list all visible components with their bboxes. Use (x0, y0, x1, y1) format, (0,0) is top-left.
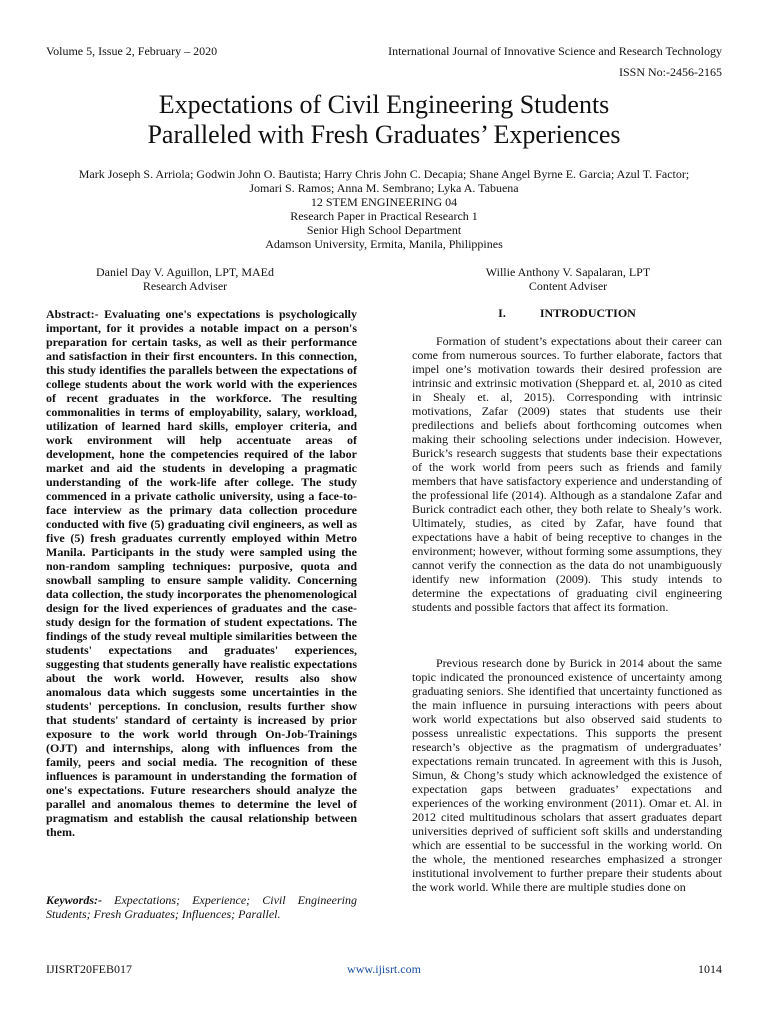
introduction-heading (412, 306, 722, 320)
footer-page-number: 1014 (698, 962, 722, 976)
footer-website (0, 962, 768, 976)
keywords-text: Expectations; Experience; Civil Engineering Students; Fresh Graduates; Influences; Parallel. (46, 893, 358, 921)
content-adviser-name: Willie Anthony V. Sapalaran, LPT (485, 265, 651, 279)
abstract-text: Evaluating one's expectations is psychologically important, for it provides a notable impact on a person's preparation for certain tasks, as well as their performance and satisfaction in their first encounters. In this connection, this study identifies the parallels between the expectations of college students about the work world with the experiences of recent graduates in the workforce. The resulting commonalities in terms of employability, salary, workload, utilization of learned hard skills, employer criteria, and work environment will help accentuate areas of development, hone the competencies required of the labor market and aid the students in developing a pragmatic understanding of the work-life after college. The study commenced in a private catholic university, using a face-to-face interview as the primary data collection procedure conducted with five (5) graduating civil engineers, as well as five (5) fresh graduates currently employed within Metro Manila. Participants in the study were sampled using the non-random sampling techniques: purposive, quota and snowball sampling to ensure sample validity. Concerning data collection, the study incorporates the phenomenological design for the lived experiences of graduates and the case-study design for the formation of student expectations. The findings of the study reveal multiple similarities between the students' expectations and graduates' experiences, suggesting that students generally have realistic expectations about the work world. However, results also show anomalous data which suggests some uncertainties in the students' perceptions. In conclusion, results further show that students' standard of certainty is increased by prior exposure to the work world through On-Job-Trainings (OJT) and internships, along with influences from the family, peers and social media. The recognition of these influences is paramount in understanding the formation of one's expectations. Future researchers should analyze the parallel and anomalous themes to determine the level of pragmatism and establish the causal relationship between them. (46, 307, 358, 839)
section-number: I. (498, 306, 506, 320)
journal-issn: ISSN No:-2456-2165 (618, 65, 722, 79)
paper-title-line-1: Expectations of Civil Engineering Students (158, 90, 610, 119)
abstract (46, 307, 357, 839)
keywords (46, 893, 357, 921)
research-adviser-role: Research Adviser (142, 279, 228, 293)
author-list-line-2: Jomari S. Ramos; Anna M. Sembrano; Lyka A. Tabuena (249, 181, 519, 195)
journal-volume-issue: Volume 5, Issue 2, February – 2020 (46, 44, 218, 58)
paper-title-line-2: Paralleled with Fresh Graduates’ Experiences (147, 120, 621, 149)
affiliation-section: 12 STEM ENGINEERING 04 (310, 195, 458, 209)
section-title: INTRODUCTION (539, 306, 636, 320)
footer-article-code: IJISRT20FEB017 (46, 962, 132, 976)
affiliation-university: Adamson University, Ermita, Manila, Philippines (265, 237, 503, 251)
affiliation-department: Senior High School Department (306, 223, 462, 237)
content-adviser-role: Content Adviser (528, 279, 608, 293)
author-list-line-1: Mark Joseph S. Arriola; Godwin John O. Bautista; Harry Chris John C. Decapia; Shane Angel Byrne E. Garcia; Azul T. Factor; (78, 167, 690, 181)
affiliation-paper-type: Research Paper in Practical Research 1 (290, 209, 478, 223)
abstract-label: Abstract:- (46, 307, 99, 321)
footer-website-link[interactable]: www.ijisrt.com (347, 962, 421, 976)
research-adviser (35, 265, 335, 293)
introduction-paragraph-2: Previous research done by Burick in 2014 about the same topic indicated the pronounced existence of uncertainty among graduating seniors. She identified that uncertainty functioned as the main influence in pursuing interactions with peers about work world expectations but also observed said students to possess unrealistic expectations. This supports the present research’s objective as the pragmatism of undergraduates’ expectations remain truncated. In agreement with this is Jusoh, Simun, & Chong’s study which acknowledged the existence of expectation gaps between graduates’ expectations and experiences of the working environment (2011). Omar et. Al. in 2012 cited multitudinous scholars that assert graduates depart universities deprived of sufficient soft skills and understanding which are essential to be successful in the working world. On the whole, the mentioned researches emphasized a stronger institutional involvement to further prepare their students about the work world. While there are multiple studies done on (412, 656, 722, 894)
research-adviser-name: Daniel Day V. Aguillon, LPT, MAEd (96, 265, 274, 279)
introduction-paragraph-1: Formation of student’s expectations about their career can come from numerous sources. To further elaborate, factors that impel one’s motivation towards their desired profession are intrinsic and extrinsic motivation (Sheppard et. al, 2010 as cited in Shealy et. al, 2015). Corresponding with intrinsic motivations, Zafar (2009) states that students use their predilections and beliefs about forthcoming outcomes when making their schooling selections under indecision. However, Burick’s research suggests that students base their expectations of the work world from peers such as friends and family members that have satisfactory experience and understanding of the professional life (2014). Although as a standalone Zafar and Burick contradict each other, they both relate to Shealy’s work. Ultimately, studies, as cited by Zafar, have found that expectations have a habit of being receptive to changes in the environment; however, without forming some assumptions, they cannot verify the connection as the data do not unambiguously identify new information (2009). This study intends to determine the expectations of graduating civil engineering students and possible factors that affect its formation. (412, 334, 722, 614)
keywords-label: Keywords:- (46, 893, 102, 907)
content-adviser (418, 265, 718, 293)
journal-name: International Journal of Innovative Science and Research Technology (388, 44, 722, 58)
